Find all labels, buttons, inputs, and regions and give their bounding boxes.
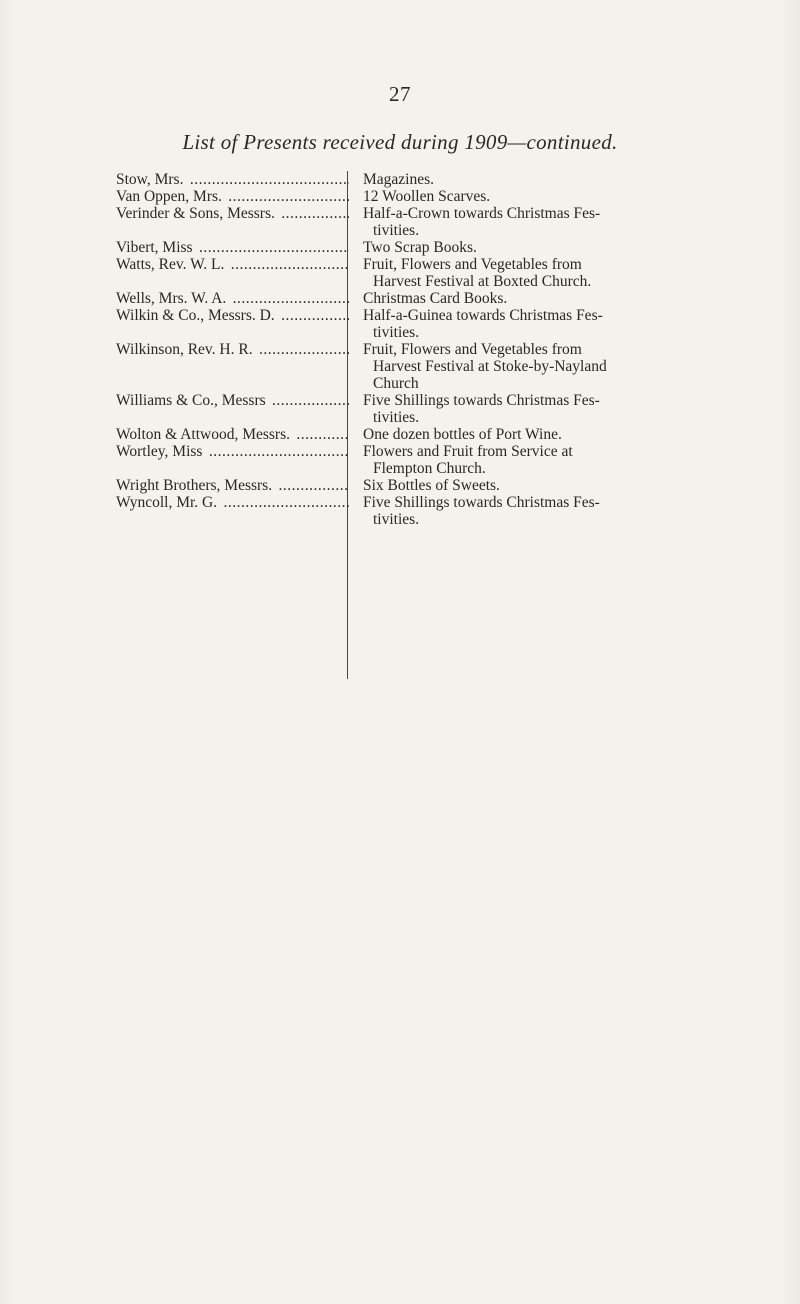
donor-name: Wilkin & Co., Messrs. D. .....: [116, 307, 349, 324]
gift-description: Fruit, Flowers and Vegetables from Harvest Festival at Stoke-by-Nayland Church: [363, 341, 607, 392]
gift-description: Magazines.: [363, 171, 435, 188]
list-entry: [116, 443, 706, 477]
donor-name: Wyncoll, Mr. G. .....: [116, 494, 349, 511]
page-title: List of Presents received during 1909—continued.: [182, 130, 618, 154]
donor-name: Verinder & Sons, Messrs. .....: [116, 205, 349, 222]
donor-name: Wright Brothers, Messrs. .....: [116, 477, 349, 494]
donor-name: Wortley, Miss .....: [116, 443, 349, 460]
list-entry: [116, 256, 706, 290]
gift-description: Five Shillings towards Christmas Fes- tivities.: [363, 494, 600, 528]
list-entry: [116, 341, 706, 392]
donor-name: Williams & Co., Messrs .....: [116, 392, 349, 409]
gift-description: Five Shillings towards Christmas Fes- tivities.: [363, 392, 600, 426]
gift-description: 12 Woollen Scarves.: [363, 188, 491, 205]
donor-name: Watts, Rev. W. L. .....: [116, 256, 349, 273]
page-number: 27: [389, 82, 411, 106]
list-entry: [116, 494, 706, 528]
donor-name: Stow, Mrs. .....: [116, 171, 349, 188]
gift-description: Six Bottles of Sweets.: [363, 477, 500, 494]
list-entry: [116, 188, 706, 205]
gift-description: Two Scrap Books.: [363, 239, 477, 256]
gift-description: Half-a-Guinea towards Christmas Fes- tivities.: [363, 307, 603, 341]
gift-description: Flowers and Fruit from Service at Flempton Church.: [363, 443, 573, 477]
list-entry: [116, 477, 706, 494]
list-entry: [116, 307, 706, 341]
list-entry: [116, 392, 706, 426]
list-entry: [116, 239, 706, 256]
donor-name: Wolton & Attwood, Messrs. .....: [116, 426, 349, 443]
list-entry: [116, 205, 706, 239]
gift-description: Fruit, Flowers and Vegetables from Harvest Festival at Boxted Church.: [363, 256, 592, 290]
list-entry: [116, 171, 706, 188]
donor-name: Wells, Mrs. W. A. .....: [116, 290, 349, 307]
list-entry: [116, 290, 706, 307]
donor-name: Vibert, Miss .....: [116, 239, 349, 256]
donor-name: Van Oppen, Mrs. .....: [116, 188, 349, 205]
gift-description: One dozen bottles of Port Wine.: [363, 426, 562, 443]
gift-description: Half-a-Crown towards Christmas Fes- tivities.: [363, 205, 601, 239]
gift-description: Christmas Card Books.: [363, 290, 508, 307]
presents-list: [116, 171, 706, 528]
donor-name: Wilkinson, Rev. H. R. .....: [116, 341, 349, 358]
list-entry: [116, 426, 706, 443]
